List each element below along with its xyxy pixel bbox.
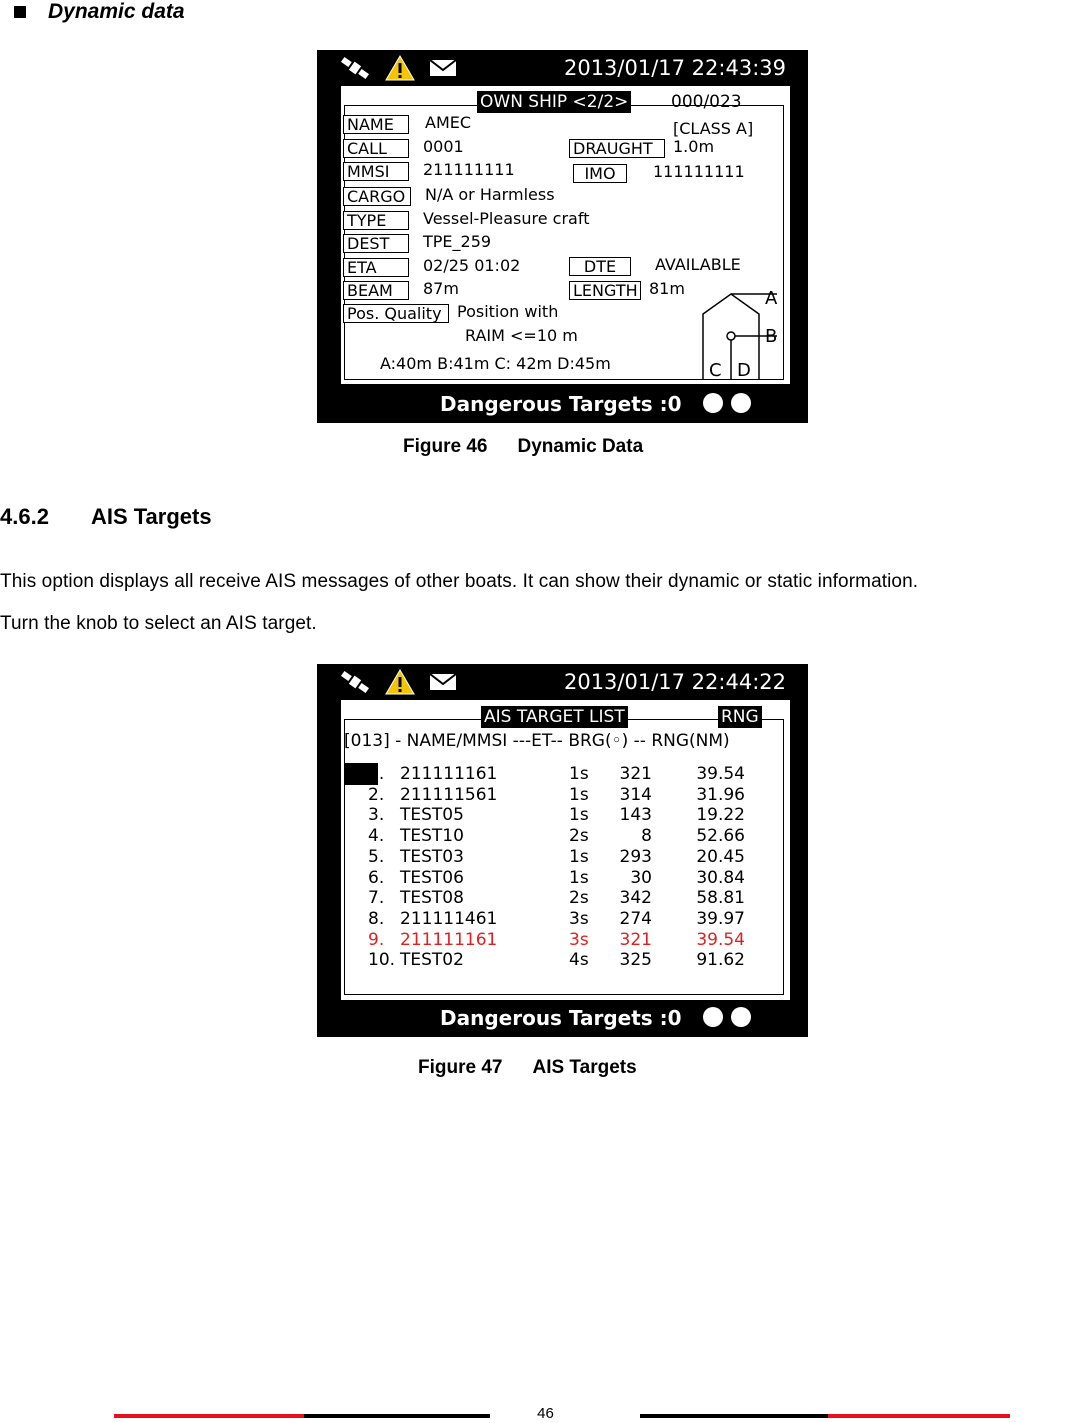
dangerous-targets: Dangerous Targets :0 bbox=[440, 1006, 682, 1030]
imo-value: 111111111 bbox=[653, 162, 745, 181]
list-item-rng: 19.22 bbox=[696, 805, 745, 826]
list-item-brg: 325 bbox=[619, 950, 652, 971]
footer-bar-black-right bbox=[640, 1414, 828, 1418]
list-item-brg: 274 bbox=[619, 908, 652, 929]
message-icon bbox=[429, 672, 457, 692]
call-label: CALL bbox=[343, 139, 409, 158]
rng-sort-label[interactable]: RNG bbox=[718, 706, 762, 728]
mmsi-value: 211111111 bbox=[423, 160, 515, 179]
list-item-name: TEST02 bbox=[400, 950, 464, 971]
list-item[interactable] bbox=[341, 930, 790, 951]
list-item-number: 9. bbox=[368, 929, 385, 950]
list-item-rng: 52.66 bbox=[696, 826, 745, 847]
list-item-number: 4. bbox=[368, 826, 385, 847]
satellite-icon bbox=[339, 54, 371, 82]
list-item-name: TEST05 bbox=[400, 805, 464, 826]
list-item[interactable] bbox=[341, 868, 790, 889]
list-item[interactable] bbox=[341, 805, 790, 826]
datetime-display: 2013/01/17 22:44:22 bbox=[563, 670, 786, 694]
figure46-caption bbox=[403, 436, 643, 458]
bullet-square-icon bbox=[14, 6, 26, 18]
footer-bar-black-left bbox=[304, 1414, 490, 1418]
class-value: [CLASS A] bbox=[673, 119, 754, 138]
list-item-rng: 20.45 bbox=[696, 846, 745, 867]
figure47-caption-text: AIS Targets bbox=[532, 1057, 637, 1078]
status-dot-icon bbox=[731, 393, 751, 413]
list-item-rng: 39.54 bbox=[696, 929, 745, 950]
list-item-et: 1s bbox=[569, 846, 589, 867]
status-dot-icon bbox=[731, 1007, 751, 1027]
list-item-et: 3s bbox=[569, 929, 589, 950]
call-value: 0001 bbox=[423, 137, 464, 156]
length-value: 81m bbox=[649, 279, 685, 298]
eta-label: ETA bbox=[343, 258, 409, 277]
list-item-number: 8. bbox=[368, 908, 385, 929]
list-item-et: 2s bbox=[569, 888, 589, 909]
list-item-et: 4s bbox=[569, 950, 589, 971]
list-item-number: 3. bbox=[368, 805, 385, 826]
list-item-name: TEST06 bbox=[400, 867, 464, 888]
status-icons bbox=[339, 668, 457, 696]
dte-value: AVAILABLE bbox=[655, 255, 741, 274]
list-item[interactable] bbox=[341, 785, 790, 806]
list-item-number: 10. bbox=[368, 950, 396, 971]
name-label: NAME bbox=[343, 115, 409, 134]
list-item-name: TEST03 bbox=[400, 846, 464, 867]
own-ship-title: OWN SHIP <2/2> bbox=[477, 91, 631, 113]
list-item-name: 211111161 bbox=[400, 929, 498, 950]
status-dot-icon bbox=[703, 1007, 723, 1027]
list-item-rng: 39.97 bbox=[696, 908, 745, 929]
list-item-brg: 293 bbox=[619, 846, 652, 867]
satellite-icon bbox=[339, 668, 371, 696]
list-item-name: TEST10 bbox=[400, 826, 464, 847]
pos-quality-value-2: RAIM <=10 m bbox=[465, 326, 578, 345]
ship-letter-c: C bbox=[709, 360, 722, 381]
subsection-heading bbox=[0, 504, 212, 530]
ship-letter-b: B bbox=[765, 326, 778, 347]
cargo-label: CARGO bbox=[343, 187, 411, 206]
heading-value: 000/023 bbox=[671, 92, 742, 112]
list-item-et: 1s bbox=[569, 764, 589, 784]
list-item-brg: 321 bbox=[619, 929, 652, 950]
figure47-screen bbox=[317, 664, 808, 1037]
section-heading bbox=[14, 0, 185, 24]
subsection-number: 4.6.2 bbox=[0, 504, 49, 529]
section-title: Dynamic data bbox=[48, 0, 185, 23]
message-icon bbox=[429, 58, 457, 78]
type-label: TYPE bbox=[343, 211, 409, 230]
list-item-brg: 321 bbox=[619, 764, 652, 784]
list-item-name: 211111461 bbox=[400, 908, 498, 929]
beam-label: BEAM bbox=[343, 281, 409, 300]
list-item-et: 1s bbox=[569, 867, 589, 888]
list-item-number: 2. bbox=[368, 784, 385, 805]
figure46-caption-number: Figure 46 bbox=[403, 436, 488, 457]
list-item-et: 1s bbox=[569, 784, 589, 805]
ship-letter-a: A bbox=[765, 288, 778, 309]
figure47-caption bbox=[418, 1057, 637, 1079]
list-item[interactable] bbox=[341, 950, 790, 971]
list-item-brg: 143 bbox=[619, 805, 652, 826]
list-item-name: TEST08 bbox=[400, 888, 464, 909]
list-item-rng: 31.96 bbox=[696, 784, 745, 805]
list-header: [013] - NAME/MMSI ---ET-- BRG(◦) -- RNG(NM) bbox=[344, 731, 730, 751]
draught-value: 1.0m bbox=[673, 137, 715, 156]
beam-value: 87m bbox=[423, 279, 459, 298]
list-item-brg: 314 bbox=[619, 784, 652, 805]
dest-value: TPE_259 bbox=[423, 232, 492, 251]
status-dot-icon bbox=[703, 393, 723, 413]
list-item[interactable] bbox=[341, 888, 790, 909]
list-item-et: 3s bbox=[569, 908, 589, 929]
ais-target-panel bbox=[341, 700, 790, 1000]
datetime-display: 2013/01/17 22:43:39 bbox=[563, 56, 786, 80]
list-item-et: 2s bbox=[569, 826, 589, 847]
paragraph-line-1: This option displays all receive AIS messages of other boats. It can show their dynamic or static information. bbox=[0, 571, 919, 592]
type-value: Vessel-Pleasure craft bbox=[423, 209, 590, 228]
pos-quality-label: Pos. Quality bbox=[343, 304, 449, 323]
list-item-brg: 8 bbox=[641, 826, 652, 847]
figure47-caption-number: Figure 47 bbox=[418, 1057, 503, 1078]
pos-quality-value-1: Position with bbox=[457, 302, 559, 321]
list-item-number: 7. bbox=[368, 888, 385, 909]
ais-target-list bbox=[341, 764, 790, 984]
own-ship-panel bbox=[341, 86, 790, 384]
subsection-title: AIS Targets bbox=[90, 504, 212, 529]
list-item-et: 1s bbox=[569, 805, 589, 826]
figure46-screen bbox=[317, 50, 808, 423]
list-item-rng: 91.62 bbox=[696, 950, 745, 971]
list-item-name: 211111161 bbox=[400, 764, 498, 784]
figure47-footer bbox=[317, 1001, 808, 1037]
mmsi-label: MMSI bbox=[343, 162, 409, 181]
status-icons bbox=[339, 54, 457, 82]
cargo-value: N/A or Harmless bbox=[425, 185, 555, 204]
figure46-caption-text: Dynamic Data bbox=[517, 436, 644, 457]
name-value: AMEC bbox=[425, 113, 472, 132]
eta-value: 02/25 01:02 bbox=[423, 256, 521, 275]
list-item[interactable] bbox=[341, 909, 790, 930]
dimensions-value: A:40m B:41m C: 42m D:45m bbox=[380, 354, 611, 373]
list-item-number: 1. bbox=[368, 764, 385, 784]
list-item[interactable] bbox=[341, 764, 790, 785]
length-label: LENGTH bbox=[569, 281, 641, 300]
ship-letter-d: D bbox=[737, 360, 751, 381]
list-item-brg: 342 bbox=[619, 888, 652, 909]
page-number: 46 bbox=[537, 1405, 554, 1422]
list-item-rng: 58.81 bbox=[696, 888, 745, 909]
list-item-number: 5. bbox=[368, 846, 385, 867]
list-item[interactable] bbox=[341, 847, 790, 868]
list-item[interactable] bbox=[341, 826, 790, 847]
list-item-rng: 30.84 bbox=[696, 867, 745, 888]
list-item-brg: 30 bbox=[630, 867, 652, 888]
dest-label: DEST bbox=[343, 234, 409, 253]
warning-icon bbox=[385, 55, 415, 81]
draught-label: DRAUGHT bbox=[569, 139, 665, 158]
imo-label: IMO bbox=[573, 164, 627, 183]
list-item-name: 211111561 bbox=[400, 784, 498, 805]
dangerous-targets: Dangerous Targets :0 bbox=[440, 392, 682, 416]
ais-target-title: AIS TARGET LIST bbox=[481, 706, 628, 728]
footer-bar-red-left bbox=[114, 1414, 304, 1418]
warning-icon bbox=[385, 669, 415, 695]
footer-bar-red-right bbox=[828, 1414, 1010, 1418]
dte-label: DTE bbox=[569, 257, 631, 276]
figure46-footer bbox=[317, 387, 808, 423]
list-item-rng: 39.54 bbox=[696, 764, 745, 784]
paragraph-line-2: Turn the knob to select an AIS target. bbox=[0, 613, 317, 634]
list-item-number: 6. bbox=[368, 867, 385, 888]
